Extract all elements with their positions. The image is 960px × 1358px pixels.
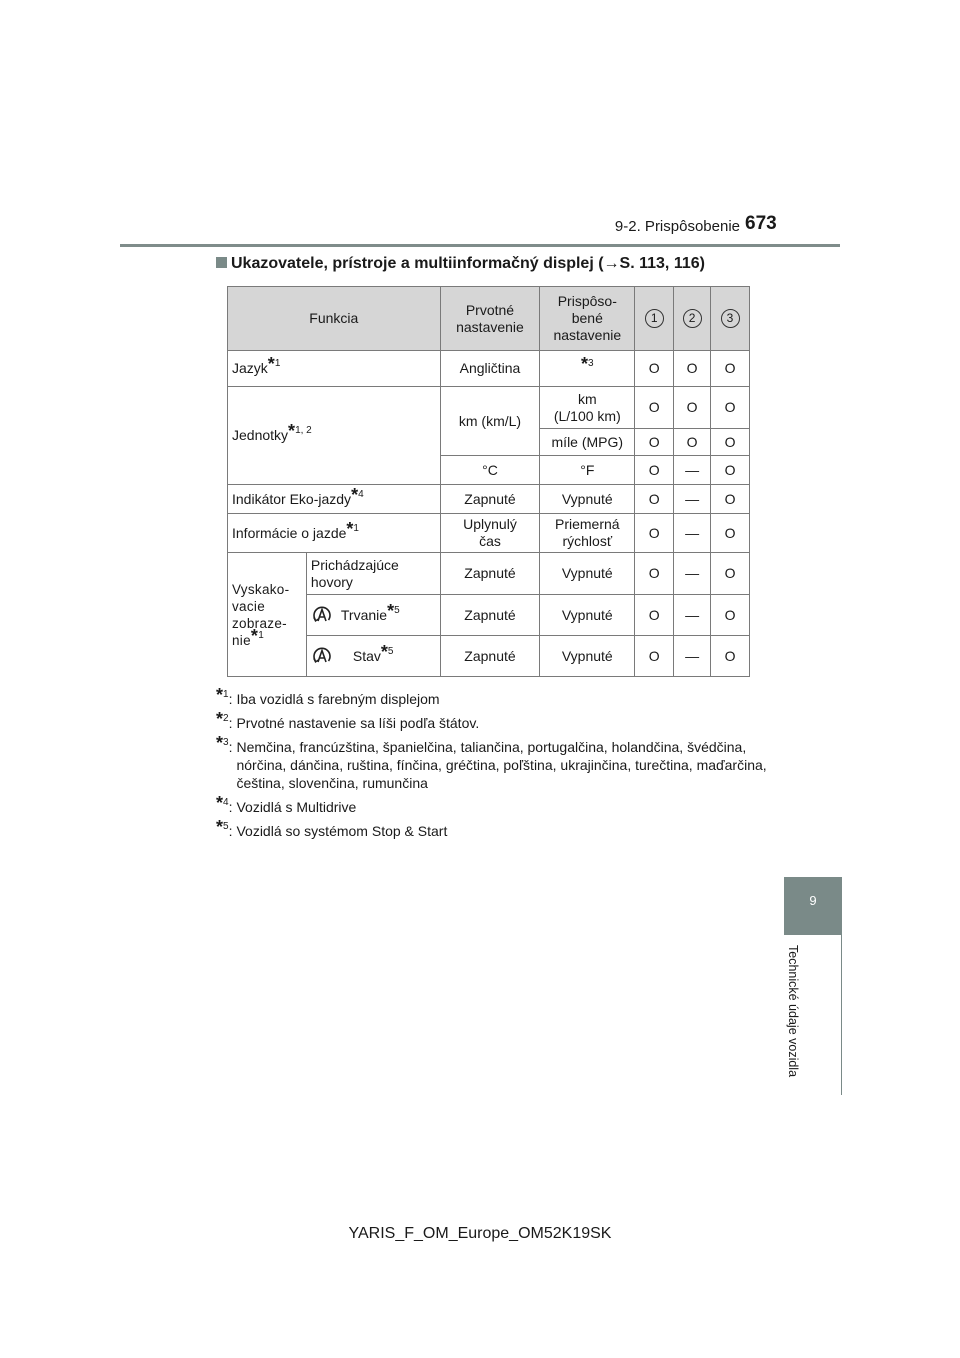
cell-c3: O (711, 514, 750, 553)
cell-c1: O (635, 456, 674, 485)
header-rule (120, 244, 840, 247)
cell-c3: O (711, 429, 750, 456)
table-row (228, 514, 750, 553)
heading-square-icon (216, 257, 227, 268)
cell-c1: O (635, 553, 674, 595)
sub-label-hovory: Prichádzajúce hovory (306, 553, 440, 595)
a-circle-arrow-icon (311, 645, 333, 667)
table-row (228, 595, 750, 636)
row-label-info: Informácie o jazde*$^1$ (228, 514, 441, 553)
table-row (228, 636, 750, 677)
circled-2-icon: 2 (683, 309, 702, 328)
footnotes (216, 685, 776, 846)
cell-custom: Priemerná rýchlosť (540, 514, 635, 553)
cell-c1: O (635, 387, 674, 429)
settings-table (227, 286, 750, 677)
header-col2 (674, 287, 711, 351)
row-label-vyskakovacie: Vyskako- vacie zobraze- nie*$^1$ (228, 553, 307, 677)
chapter-number: 9 (809, 893, 817, 908)
circled-1-icon: 1 (645, 309, 664, 328)
cell-custom: míle (MPG) (540, 429, 635, 456)
cell-custom: Vypnuté (540, 595, 635, 636)
cell-c1: O (635, 595, 674, 636)
row-label-jednotky: Jednotky*$^{1, 2}$ (228, 387, 441, 485)
cell-c3: O (711, 636, 750, 677)
cell-c2: O (674, 387, 711, 429)
circled-3-icon: 3 (721, 309, 740, 328)
table-row (228, 553, 750, 595)
header-prvotne: Prvotné nastavenie (440, 287, 540, 351)
cell-custom: Vypnuté (540, 553, 635, 595)
footnote: *$^3$: Nemčina, francúzština, španielčina, taliančina, portugalčina, holandčina, švédčina, nórčina, dánčina, ruština, fínčina, gréčtina, poľština, ukrajinčina, turečtina, maďarčina, čeština, slovenčina, rumunčina (216, 733, 767, 791)
header-section-title: 9-2. Prispôsobenie (614, 218, 740, 235)
cell-c2: — (674, 553, 711, 595)
cell-default: Uplynulý čas (440, 514, 540, 553)
cell-c1: O (635, 514, 674, 553)
table-header-row (228, 287, 750, 351)
footnote: *$^1$: Iba vozidlá s farebným displejom (216, 685, 440, 707)
cell-c1: O (635, 636, 674, 677)
cell-c2: — (674, 485, 711, 514)
cell-c3: O (711, 351, 750, 387)
chapter-tab[interactable] (784, 877, 842, 935)
cell-custom: Vypnuté (540, 636, 635, 677)
table-row (228, 351, 750, 387)
header-col3 (711, 287, 750, 351)
sub-label-stav: Stav*$^5$ (306, 636, 440, 677)
cell-c1: O (635, 429, 674, 456)
sub-label-trvanie: Trvanie*$^5$ (306, 595, 440, 636)
cell-default: km (km/L) (440, 387, 540, 456)
header-prisposobene: Prispôso- bené nastavenie (540, 287, 635, 351)
page-number: 673 (745, 213, 777, 234)
cell-c3: O (711, 456, 750, 485)
row-label-eko: Indikátor Eko-jazdy*$^4$ (228, 485, 441, 514)
footer-doc-id: YARIS_F_OM_Europe_OM52K19SK (348, 1225, 612, 1242)
footnote: *$^2$: Prvotné nastavenie sa líši podľa štátov. (216, 709, 480, 731)
cell-default: Angličtina (440, 351, 540, 387)
cell-c2: O (674, 429, 711, 456)
cell-c2: O (674, 351, 711, 387)
header-funkcia: Funkcia (228, 287, 441, 351)
cell-default: °C (440, 456, 540, 485)
footnote: *$^4$: Vozidlá s Multidrive (216, 793, 357, 815)
cell-c3: O (711, 595, 750, 636)
a-circle-arrow-icon (311, 604, 333, 626)
cell-default: Zapnuté (440, 485, 540, 514)
cell-custom: km (L/100 km) (540, 387, 635, 429)
chapter-rule (841, 935, 842, 1095)
cell-custom: °F (540, 456, 635, 485)
cell-custom: Vypnuté (540, 485, 635, 514)
cell-c2: — (674, 456, 711, 485)
cell-c2: — (674, 514, 711, 553)
cell-default: Zapnuté (440, 636, 540, 677)
table-row (228, 485, 750, 514)
section-heading (216, 255, 705, 273)
cell-custom: *$^3$ (540, 351, 635, 387)
header-col1 (635, 287, 674, 351)
cell-default: Zapnuté (440, 595, 540, 636)
cell-c3: O (711, 387, 750, 429)
row-label-jazyk: Jazyk*$^1$ (228, 351, 441, 387)
cell-c1: O (635, 485, 674, 514)
cell-default: Zapnuté (440, 553, 540, 595)
heading-text: Ukazovatele, prístroje a multiinformačný displej (→S. 113, 116) (231, 255, 705, 272)
cell-c3: O (711, 553, 750, 595)
cell-c1: O (635, 351, 674, 387)
footnote: *$^5$: Vozidlá so systémom Stop & Start (216, 817, 448, 839)
chapter-label: Technické údaje vozidla (786, 945, 800, 1078)
cell-c3: O (711, 485, 750, 514)
cell-c2: — (674, 595, 711, 636)
cell-c2: — (674, 636, 711, 677)
table-row (228, 387, 750, 429)
